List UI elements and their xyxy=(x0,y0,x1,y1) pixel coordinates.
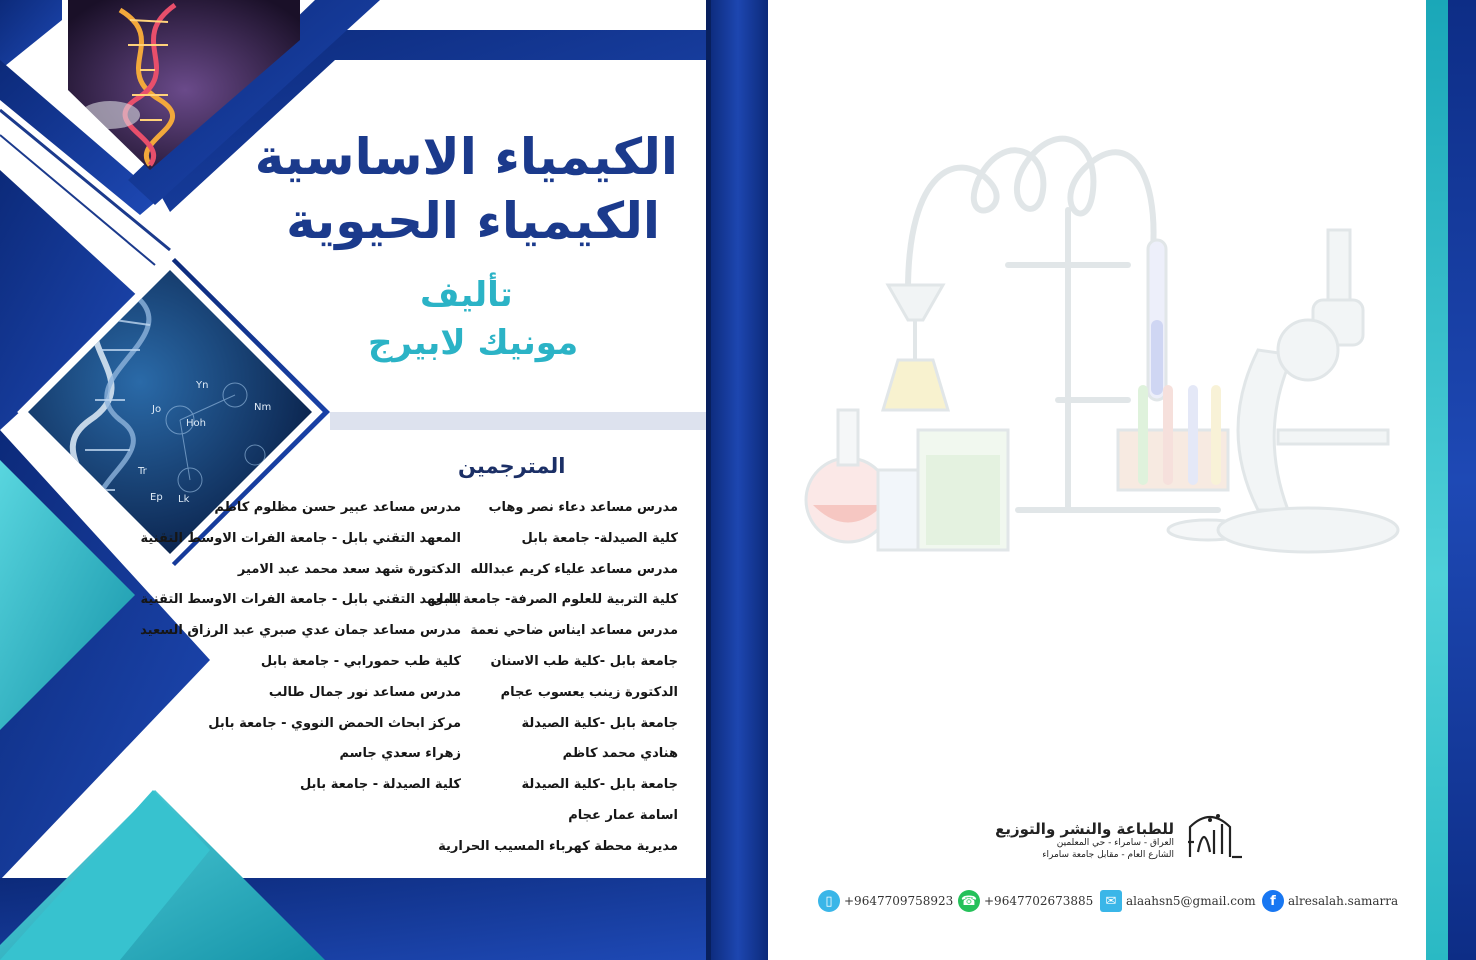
translator-line: مدرس مساعد جمان عدي صبري عبد الرزاق السعيد xyxy=(140,623,461,639)
translator-line: كلية الصيدلة - جامعة بابل xyxy=(299,777,461,793)
translator-line: الدكتورة زينب يعسوب عجام xyxy=(500,684,678,700)
contact-strip xyxy=(818,888,1418,914)
email-icon: ✉ xyxy=(1100,890,1122,912)
translator-line: جامعة بابل -كلية طب الاسنان xyxy=(490,653,678,669)
translator-line: كلية الصيدلة- جامعة بابل xyxy=(521,530,678,546)
facebook-handle: alresalah.samarra xyxy=(1288,894,1399,908)
author-label: تأليف xyxy=(420,275,513,315)
contact-email[interactable] xyxy=(1100,888,1256,914)
spine-edge xyxy=(706,0,711,960)
back-cover xyxy=(768,0,1476,960)
back-cover-blue-stripe xyxy=(1448,0,1476,960)
contact-whatsapp[interactable] xyxy=(958,888,1093,914)
dna-label: Ep xyxy=(150,492,163,503)
translator-line: مدرس مساعد نور جمال طالب xyxy=(268,684,461,700)
translator-line: مدرس مساعد دعاء نصر وهاب xyxy=(488,500,678,515)
dna-label: Yn xyxy=(196,380,209,391)
dna-label: Nm xyxy=(254,402,272,413)
translator-line: كلية طب حمورابي - جامعة بابل xyxy=(260,653,461,669)
translator-line: مدرس مساعد عبير حسن مظلوم كاظم xyxy=(214,500,461,515)
translator-line: مديرية محطة كهرباء المسيب الحرارية xyxy=(438,838,678,854)
phone-number: +9647709758923 xyxy=(844,894,954,908)
book-title-line-1: الكيمياء الاساسية xyxy=(254,128,678,186)
publisher-address-line-1: العراق - سامراء - حي المعلمين xyxy=(1056,838,1174,848)
facebook-icon: f xyxy=(1262,890,1284,912)
translator-line: اسامة عمار عجام xyxy=(568,807,678,823)
publisher-name: للطباعة والنشر والتوزيع xyxy=(995,820,1174,838)
translators-column-right xyxy=(432,496,678,866)
translator-line: مدرس مساعد علياء كريم عبدالله xyxy=(470,561,678,577)
translator-line: المعهد التقني بابل - جامعة الفرات الاوسط التقنية xyxy=(140,530,461,546)
publisher-block xyxy=(990,800,1260,864)
contact-phone[interactable] xyxy=(818,888,953,914)
translator-line: الدكتورة شهد سعد محمد عبد الامير xyxy=(237,561,461,577)
dna-label: Hoh xyxy=(186,418,206,429)
translator-line: مدرس مساعد ايناس ضاحي نعمة xyxy=(470,623,678,639)
back-cover-teal-stripe xyxy=(1426,0,1448,960)
translator-line: مركز ابحاث الحمض النووي - جامعة بابل xyxy=(208,715,461,731)
publisher-logo xyxy=(1180,802,1260,862)
phone-icon: ▯ xyxy=(818,890,840,912)
dna-label: Jo xyxy=(152,404,162,415)
translator-line: جامعة بابل -كلية الصيدلة xyxy=(521,715,678,731)
dna-label: Tr xyxy=(138,466,147,477)
translator-line: زهراء سعدي جاسم xyxy=(339,746,461,762)
book-spine xyxy=(708,0,768,960)
publisher-address-line-2: الشارع العام - مقابل جامعة سامراء xyxy=(1042,850,1174,860)
translator-line: المعهد التقني بابل - جامعة الفرات الاوسط التقنية xyxy=(140,592,461,608)
author-name: مونيك لابيرج xyxy=(368,323,579,363)
whatsapp-number: +9647702673885 xyxy=(984,894,1094,908)
whatsapp-icon: ☎ xyxy=(958,890,980,912)
translator-line: هنادي محمد كاظم xyxy=(562,746,678,762)
translators-heading: المترجمين xyxy=(458,454,566,478)
translator-line: جامعة بابل -كلية الصيدلة xyxy=(521,777,678,793)
translator-line: كلية التربية للعلوم الصرفة- جامعة بابل xyxy=(432,592,678,608)
dna-label: Lk xyxy=(178,494,190,505)
book-title-line-2: الكيمياء الحيوية xyxy=(286,192,660,250)
contact-facebook[interactable] xyxy=(1262,888,1398,914)
email-address: alaahsn5@gmail.com xyxy=(1126,894,1256,908)
lab-equipment-illustration xyxy=(788,110,1408,570)
